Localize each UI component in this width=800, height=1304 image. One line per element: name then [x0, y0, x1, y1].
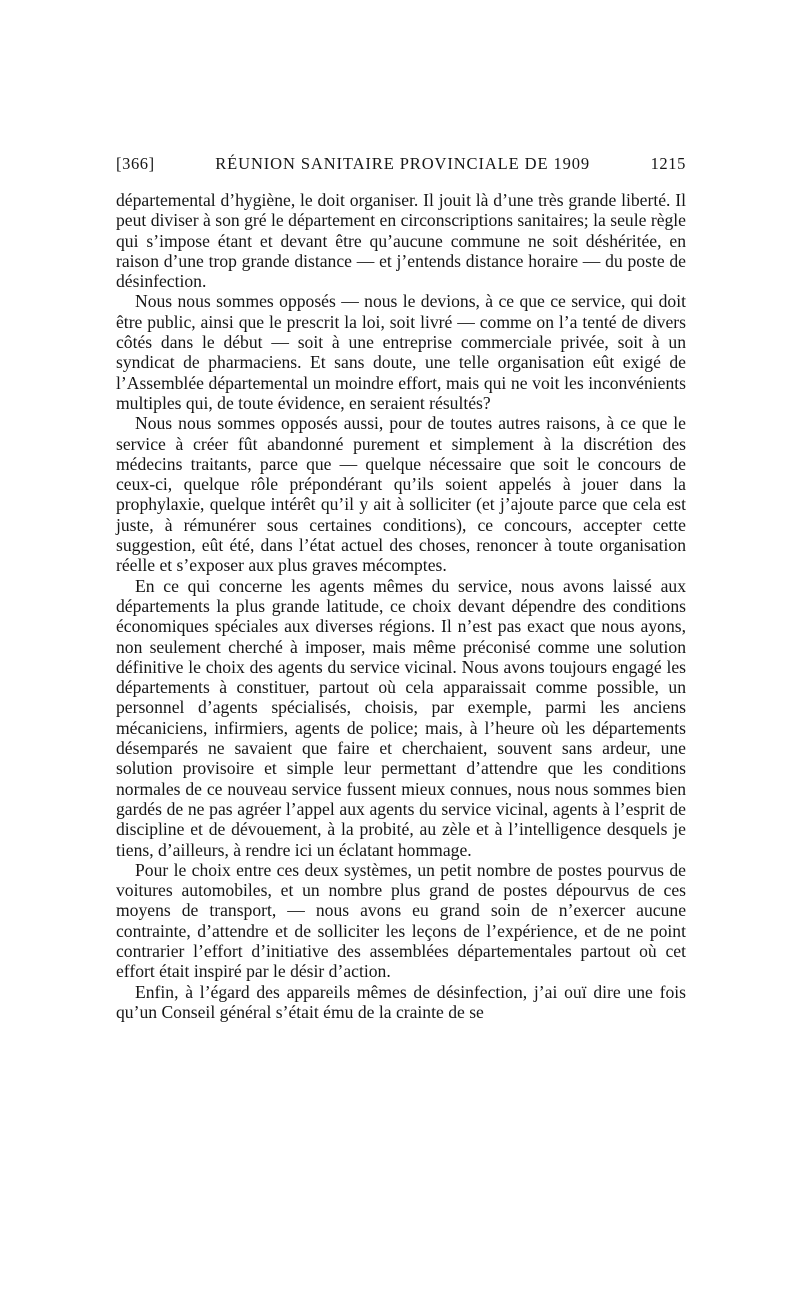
paragraph-1: départemental d’hygiène, le doit organiser. Il jouit là d’une très grande liberté. Il peut diviser à son gré le département en circonscriptions sanitaires; la seule règle qui s’impose étant et devant être qu’aucune commune ne soit déshéritée, en raison d’une trop grande distance — et j’entends distance horaire — du poste de désinfection.: [116, 190, 686, 292]
paragraph-2: Nous nous sommes opposés — nous le devions, à ce que ce service, qui doit être public, ainsi que le prescrit la loi, soit livré — comme on l’a tenté de divers côtés dans le début — soit à une entreprise commerciale privée, soit à un syndicat de pharmaciens. Et sans doute, une telle organisation eût exigé de l’Assemblée départemental un moindre effort, mais qui ne voit les inconvénients multiples qui, de toute évidence, en seraient résultés?: [116, 291, 686, 413]
paragraph-5: Pour le choix entre ces deux systèmes, un petit nombre de postes pourvus de voitures automobiles, et un nombre plus grand de postes dépourvus de ces moyens de transport, — nous avons eu grand soin de n’exercer aucune contrainte, d’attendre et de solliciter les leçons de l’expérience, et de ne point contrarier l’effort d’initiative des assemblées départementales partout où cet effort était inspiré par le désir d’action.: [116, 859, 686, 982]
body-text: [116, 190, 686, 1022]
page-number: 1215: [650, 154, 686, 173]
page-reference: [366]: [116, 154, 155, 173]
running-header: [116, 154, 686, 182]
paragraph-6: Enfin, à l’égard des appareils mêmes de désinfection, j’ai ouï dire une fois qu’un Conseil général s’était ému de la crainte de se: [116, 981, 686, 1022]
paragraph-3: Nous nous sommes opposés aussi, pour de toutes autres raisons, à ce que le service à créer fût abandonné purement et simplement à la discrétion des médecins traitants, parce que — quelque nécessaire que soit le concours de ceux-ci, quelque rôle prépondérant qu’ils soient appelés à jouer dans la prophylaxie, quelque intérêt qu’il y ait à solliciter (et j’ajoute parce que cela est juste, à rémunérer sous certaines conditions), ce concours, accepter cette suggestion, eût été, dans l’état actuel des choses, renoncer à toute organisation réelle et s’exposer aux plus graves mécomptes.: [116, 413, 686, 576]
paragraph-4: En ce qui concerne les agents mêmes du service, nous avons laissé aux départements la plus grande latitude, ce choix devant dépendre des conditions économiques spéciales aux diverses régions. Il n’est pas exact que nous ayons, non seulement cherché à imposer, mais même préconisé comme une solution définitive le choix des agents du service vicinal. Nous avons toujours engagé les départements à constituer, partout où cela apparaissait comme possible, un personnel d’agents spécialisés, choisis, par exemple, parmi les anciens mécaniciens, infirmiers, agents de police; mais, à l’heure où les départements désemparés ne savaient que faire et cherchaient, souvent sans ardeur, une solution provisoire et simple leur permettant d’attendre que les conditions normales de ce nouveau service fussent mieux connues, nous nous sommes bien gardés de ne pas agréer l’appel aux agents du service vicinal, agents à l’esprit de discipline et de dévouement, à la probité, au zèle et à l’intelligence desquels je tiens, d’ailleurs, à rendre ici un éclatant hommage.: [116, 575, 686, 860]
running-title: RÉUNION SANITAIRE PROVINCIALE DE 1909: [215, 154, 591, 173]
document-page: [116, 154, 686, 1022]
